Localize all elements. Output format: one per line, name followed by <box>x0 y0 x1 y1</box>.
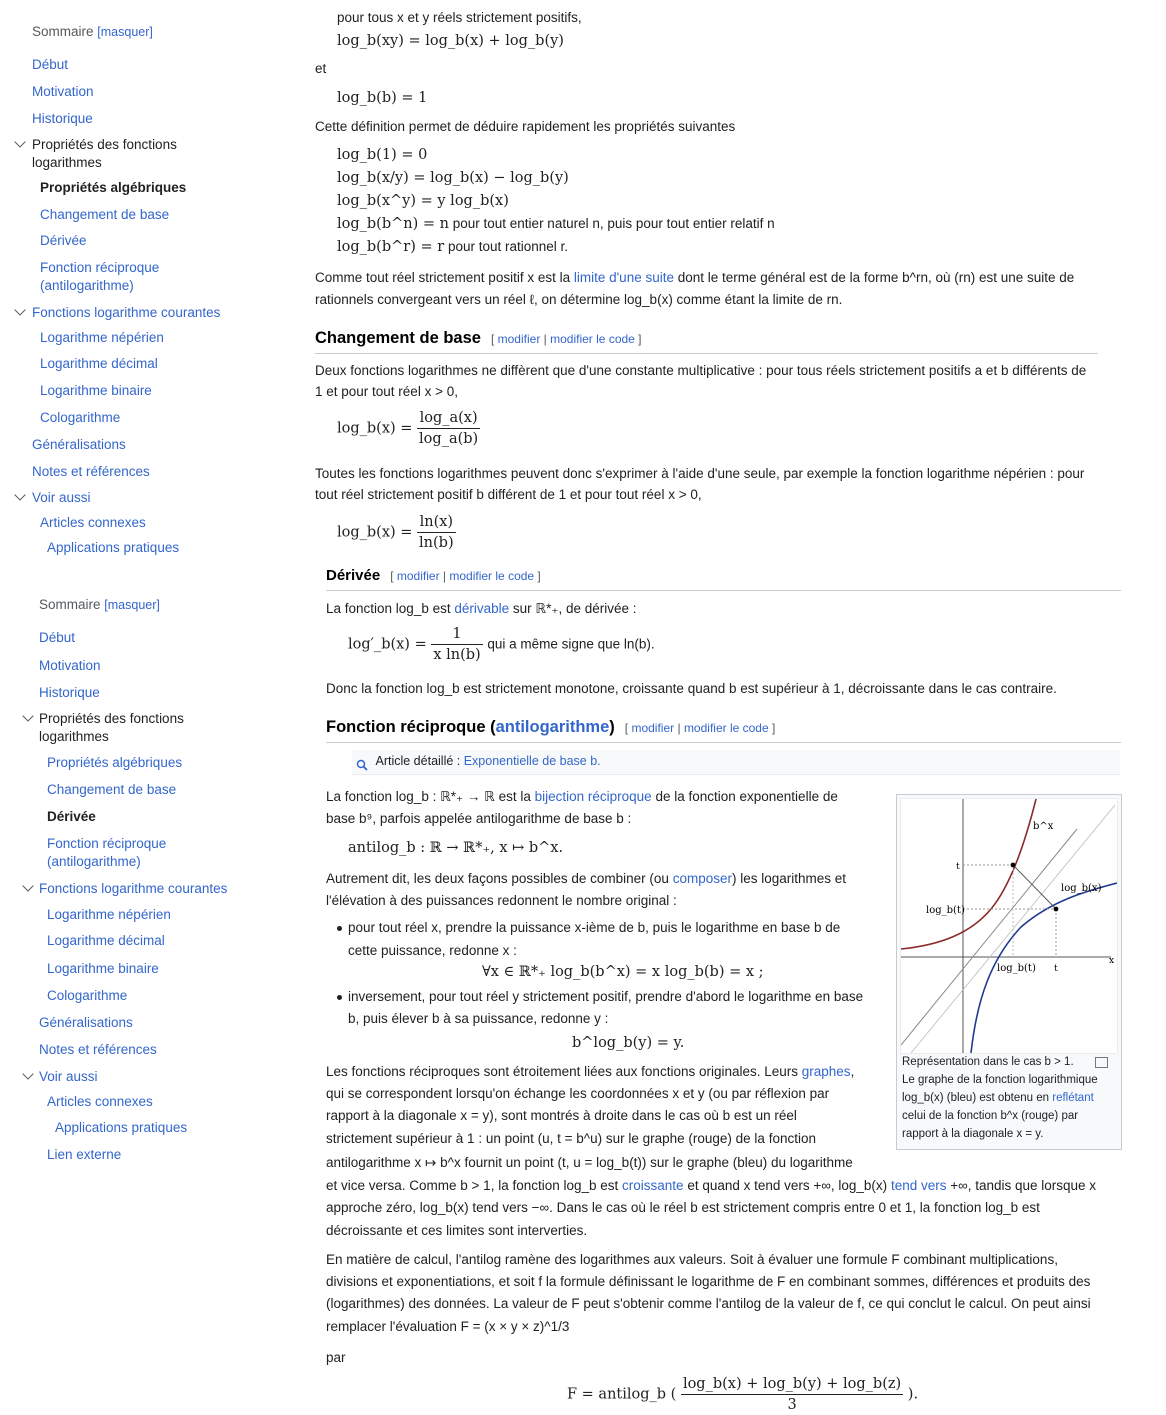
toc-item-derivee[interactable]: Dérivée <box>47 809 96 824</box>
eq-lhs: log′_b(x) = <box>348 636 427 653</box>
chevron-down-icon[interactable] <box>22 710 33 721</box>
heading-underline <box>326 742 1121 743</box>
paragraph-graph-line8: décroissante et ces limites sont interverties. <box>326 1223 588 1238</box>
heading-derivee <box>326 566 541 586</box>
denominator: log_a(b) <box>419 431 479 447</box>
property-4 <box>337 214 775 234</box>
label-t-x: t <box>1054 964 1058 974</box>
link-croissante[interactable]: croissante <box>622 1178 684 1193</box>
toc-item-fonction-reciproque[interactable]: Fonction réciproque <box>40 260 160 275</box>
figure-thumbnail <box>896 794 1122 1150</box>
bracket: [ <box>624 721 632 735</box>
text: dont le terme général est de la forme b^rn, où (rn) est une suite de <box>673 270 1075 285</box>
point-red <box>1011 863 1016 868</box>
toc-item-articles-connexes[interactable]: Articles connexes <box>47 1094 153 1109</box>
toc-item-binaire[interactable]: Logarithme binaire <box>40 383 152 398</box>
toc-item-fonctions-courantes[interactable]: Fonctions logarithme courantes <box>39 881 228 896</box>
paragraph-graph-line6 <box>326 1176 1096 1196</box>
bracket: ] <box>768 721 776 735</box>
bracket: ] <box>634 332 642 346</box>
label-logbx: log_b(x) <box>1061 883 1102 894</box>
bracket: [ <box>490 332 498 346</box>
eq-tail: qui a même signe que ln(b). <box>487 636 655 652</box>
link-limite-suite[interactable]: limite d'une suite <box>573 270 674 285</box>
text-par: par <box>326 1350 346 1365</box>
paragraph-monotone: Donc la fonction log_b est strictement monotone, croissante quand b est supérieur à 1, décroissante dans le cas contraire. <box>326 681 1057 696</box>
heading-underline <box>315 353 1098 354</box>
toc-item-voir-aussi[interactable]: Voir aussi <box>32 490 91 505</box>
list-item-1-line1: pour tout réel x, prendre la puissance x-ième de b, puis le logarithme en base b de <box>348 920 841 935</box>
eq-lhs: F = antilog_b ( <box>567 1386 677 1403</box>
text: Autrement dit, les deux façons possibles de combiner (ou <box>326 871 673 886</box>
toc-item-changement-base[interactable]: Changement de base <box>47 782 177 797</box>
toc-hide-link[interactable]: [masquer] <box>97 25 153 39</box>
edit-link[interactable]: modifier <box>396 569 440 583</box>
toc-title <box>32 23 153 41</box>
edit-links <box>390 569 541 583</box>
link-derivable[interactable]: dérivable <box>454 601 510 616</box>
property-2 <box>337 168 569 188</box>
numerator: ln(x) <box>417 512 456 533</box>
heading-underline <box>326 590 1121 591</box>
equation-log-base: log_b(b) = 1 <box>337 90 428 106</box>
paragraph-all-line1: Toutes les fonctions logarithmes peuvent donc s'exprimer à l'aide d'une seule, par exemple la fonction logarithme népérien : pour <box>315 466 1085 481</box>
point-blue <box>1054 907 1059 912</box>
caption-line-5: rapport à la diagonale x = y. <box>902 1128 1044 1140</box>
edit-source-link[interactable]: modifier le code <box>550 332 635 346</box>
property-5 <box>337 237 568 257</box>
paragraph-graph-line1 <box>326 1062 854 1082</box>
equation-list-2: b^log_b(y) = y. <box>572 1035 685 1051</box>
toc-item-generalisations[interactable]: Généralisations <box>39 1015 133 1030</box>
property-tail: pour tout entier naturel n, puis pour tout entier relatif n <box>452 216 775 231</box>
link-exponentielle-base-b[interactable]: Exponentielle de base b. <box>463 754 601 768</box>
toc-item-notes[interactable]: Notes et références <box>32 464 150 479</box>
heading-text: ) <box>609 718 615 736</box>
paragraph-limit-line1 <box>315 268 1074 288</box>
equation-change-base <box>337 408 480 449</box>
paragraph-other-line2: l'élévation à des puissances redonnent le nombre original : <box>326 893 677 908</box>
text: sur ℝ*₊, de dérivée : <box>509 601 637 616</box>
hatnote-label: Article détaillé : <box>375 754 464 768</box>
label-x: x <box>1109 956 1115 966</box>
caption-line-4: celui de la fonction b^x (rouge) par <box>902 1110 1079 1122</box>
toc-item-proprietes-algebriques[interactable]: Propriétés algébriques <box>40 180 187 195</box>
eq-rhs: ). <box>907 1386 919 1403</box>
denominator: ln(b) <box>419 535 454 551</box>
toc-item-fonction-reciproque-line2[interactable]: (antilogarithme) <box>47 854 141 869</box>
text-et: et <box>315 61 327 76</box>
caption-line-2: Le graphe de la fonction logarithmique <box>902 1074 1098 1086</box>
paragraph-deduce: Cette définition permet de déduire rapidement les propriétés suivantes <box>315 119 736 134</box>
text: , <box>850 1064 855 1079</box>
property-eq: log_b(b^n) = n <box>337 216 449 232</box>
toc-item-debut[interactable]: Début <box>32 57 69 72</box>
paragraph-graph-line5: antilogarithme x ↦ b^x fournit un point (t, u = log_b(t)) sur le graphe (bleu) du logarithme <box>326 1155 853 1170</box>
link-tend-vers[interactable]: tend vers <box>890 1178 947 1193</box>
link-antilogarithme[interactable]: antilogarithme <box>495 718 610 736</box>
paragraph-bijection-line2: base b⁹, parfois appelée antilogarithme de base b : <box>326 811 632 826</box>
property-eq: log_b(1) = 0 <box>337 147 428 163</box>
toc-title-text: Sommaire <box>32 24 94 39</box>
numerator: log_a(x) <box>417 408 480 429</box>
diagonal-line <box>901 829 1077 1045</box>
paragraph-calc-line3: (logarithmes) des données. La valeur de F peut s'obtenir comme l'antilog de la valeur de f, ce qui conclut le calcul. On peut ainsi <box>326 1296 1091 1311</box>
exp-curve <box>901 799 1036 949</box>
paragraph-calc-line2: divisions et exponentiations, et soit f la formule définissant le logarithme de F en combinant sommes, différences et produits des <box>326 1274 1091 1289</box>
separator: | <box>540 332 551 346</box>
heading-text: Dérivée <box>326 567 381 584</box>
toc-title <box>39 596 160 614</box>
log-exp-graph <box>900 798 1118 1054</box>
label-t-axis: t <box>956 862 960 872</box>
toc-hide-link[interactable]: [masquer] <box>104 598 160 612</box>
label-bx: b^x <box>1033 821 1054 832</box>
toc-item-decimal[interactable]: Logarithme décimal <box>47 933 165 948</box>
paragraph-change-line1: Deux fonctions logarithmes ne diffèrent que d'une constante multiplicative : pour tous réels strictement positifs a et b différents de <box>315 363 1087 378</box>
text: et vice versa. Comme b > 1, la fonction log_b est <box>326 1178 623 1193</box>
hatnote-article-detaille <box>352 750 1120 775</box>
numerator: 1 <box>431 624 482 645</box>
list-item-2-line1: inversement, pour tout réel y strictement positif, prendre d'abord le logarithme en base <box>348 989 864 1004</box>
label-logbt-y: log_b(t) <box>926 905 965 916</box>
list-bullet <box>337 995 342 1000</box>
toc-item-motivation[interactable]: Motivation <box>32 84 94 99</box>
caption-text: log_b(x) (bleu) est obtenu en <box>902 1092 1053 1104</box>
toc-item-binaire[interactable]: Logarithme binaire <box>47 961 159 976</box>
numerator: log_b(x) + log_b(y) + log_b(z) <box>681 1374 903 1395</box>
figure-caption <box>902 1053 1116 1143</box>
toc-item-voir-aussi[interactable]: Voir aussi <box>39 1069 98 1084</box>
toc-item-cologarithme[interactable]: Cologarithme <box>47 988 128 1003</box>
toc-item-lien-externe[interactable]: Lien externe <box>47 1147 122 1162</box>
edit-links <box>625 721 776 735</box>
equation-derivative <box>348 624 655 665</box>
separator: | <box>439 569 450 583</box>
paragraph-change-line2: 1 et pour tout réel x > 0, <box>315 384 458 399</box>
paragraph-calc-line1: En matière de calcul, l'antilog ramène des logarithmes aux valeurs. Soit à évaluer une formule F combinant multiplications, <box>326 1252 1058 1267</box>
text: et quand x tend vers +∞, log_b(x) <box>683 1178 891 1193</box>
toc-item-motivation[interactable]: Motivation <box>39 658 101 673</box>
link-graphes[interactable]: graphes <box>801 1064 851 1079</box>
text: Comme tout réel strictement positif x est la <box>315 270 574 285</box>
toc-item-proprietes-algebriques[interactable]: Propriétés algébriques <box>47 755 183 770</box>
heading-fonction-reciproque <box>326 717 775 738</box>
caption-line-1 <box>902 1053 1116 1071</box>
text: La fonction log_b : ℝ*₊ → ℝ est la <box>326 789 535 804</box>
text: +∞, tandis que lorsque x <box>946 1178 1097 1193</box>
list-item-1-line2: cette puissance, redonne x : <box>348 943 517 958</box>
toc-item-proprietes[interactable]: Propriétés des fonctions <box>32 137 177 152</box>
text: de la fonction exponentielle de <box>651 789 838 804</box>
heading-text: Fonction réciproque ( <box>326 718 496 736</box>
label-logbt-x: log_b(t) <box>997 963 1036 974</box>
fraction <box>431 624 482 665</box>
toc-item-decimal[interactable]: Logarithme décimal <box>40 356 158 371</box>
eq-lhs: log_b(x) = <box>337 420 413 437</box>
edit-link[interactable]: modifier <box>631 721 675 735</box>
toc-item-generalisations[interactable]: Généralisations <box>32 437 126 452</box>
list-item-2-line2: b, puis élever b à sa puissance, redonne y : <box>348 1011 609 1026</box>
toc-item-debut[interactable]: Début <box>39 630 76 645</box>
link-composer[interactable]: composer <box>672 871 732 886</box>
paragraph-limit-line2: rationnels convergeant vers un réel ℓ, on détermine log_b(x) comme étant la limite de rn. <box>315 292 843 307</box>
property-eq: log_b(x/y) = log_b(x) − log_b(y) <box>337 170 569 186</box>
edit-link[interactable]: modifier <box>497 332 541 346</box>
toc-item-proprietes-line2[interactable]: logarithmes <box>32 155 102 170</box>
property-tail: pour tout rationnel r. <box>447 239 569 254</box>
paragraph-calc-line4: remplacer l'évaluation F = (x × y × z)^1/3 <box>326 1319 570 1334</box>
toc-item-cologarithme[interactable]: Cologarithme <box>40 410 121 425</box>
paragraph-other-line1 <box>326 869 846 889</box>
chevron-down-icon[interactable] <box>14 304 25 315</box>
toc-item-fonction-reciproque-line2[interactable]: (antilogarithme) <box>40 278 134 293</box>
text: ) les logarithmes et <box>731 871 847 886</box>
toc-item-fonctions-courantes[interactable]: Fonctions logarithme courantes <box>32 305 221 320</box>
toc-item-notes[interactable]: Notes et références <box>39 1042 157 1057</box>
chevron-down-icon[interactable] <box>22 880 33 891</box>
list-bullet <box>337 926 342 931</box>
denominator: 3 <box>787 1397 797 1413</box>
toc-item-applications[interactable]: Applications pratiques <box>47 540 180 555</box>
toc-item-fonction-reciproque[interactable]: Fonction réciproque <box>47 836 167 851</box>
property-eq: log_b(b^r) = r <box>337 239 445 255</box>
text: Les fonctions réciproques sont étroitement liées aux fonctions originales. Leurs <box>326 1064 802 1079</box>
paragraph-bijection-line1 <box>326 787 838 807</box>
toc-item-neperien[interactable]: Logarithme népérien <box>47 907 171 922</box>
heading-text: Changement de base <box>315 329 481 347</box>
edit-source-link[interactable]: modifier le code <box>683 721 769 735</box>
bracket: ] <box>534 569 541 583</box>
toc-item-applications[interactable]: Applications pratiques <box>55 1120 188 1135</box>
paragraph-all-line2: tout réel strictement positif b différent de 1 et pour tout réel x > 0, <box>315 487 702 502</box>
equation-antilog: antilog_b : ℝ → ℝ*₊, x ↦ b^x. <box>348 840 564 856</box>
link-refletant[interactable]: reflétant <box>1052 1092 1094 1104</box>
paragraph-graph-line4: strictement supérieur à 1 : un point (u, t = b^u) sur le graphe (rouge) de la fonction <box>326 1131 816 1146</box>
toc-item-proprietes[interactable]: Propriétés des fonctions <box>39 711 184 726</box>
chevron-down-icon[interactable] <box>14 489 25 500</box>
caption-text: Représentation dans le cas b > 1. <box>902 1056 1074 1068</box>
toc-item-neperien[interactable]: Logarithme népérien <box>40 330 164 345</box>
link-bijection-reciproque[interactable]: bijection réciproque <box>534 789 652 804</box>
paragraph-graph-line3: rapport à la diagonale x = y), sont montrés à droite dans le cas où b est un réel <box>326 1108 797 1123</box>
paragraph-graph-line7: approche zéro, log_b(x) tend vers −∞. Dans le cas où le réel b est strictement compris entre 0 et 1, la fonction log_b est <box>326 1200 1040 1215</box>
fraction <box>681 1374 903 1415</box>
property-3 <box>337 191 509 211</box>
equation-ln <box>337 512 456 553</box>
equation-final <box>567 1374 918 1415</box>
toc-item-historique[interactable]: Historique <box>32 111 93 126</box>
denominator: x ln(b) <box>433 647 481 663</box>
property-1 <box>337 145 427 165</box>
chevron-down-icon[interactable] <box>22 1068 33 1079</box>
fraction <box>417 408 480 449</box>
paragraph-for-all: pour tous x et y réels strictement positifs, <box>337 10 582 25</box>
property-eq: log_b(x^y) = y log_b(x) <box>337 193 509 209</box>
paragraph-derivable <box>326 599 637 619</box>
toc-item-proprietes-line2[interactable]: logarithmes <box>39 729 109 744</box>
bracket: [ <box>390 569 397 583</box>
separator: | <box>674 721 684 735</box>
toc-title-text: Sommaire <box>39 597 101 612</box>
text: La fonction log_b est <box>326 601 455 616</box>
chevron-down-icon[interactable] <box>14 136 25 147</box>
toc-item-articles-connexes[interactable]: Articles connexes <box>40 515 146 530</box>
paragraph-graph-line2: qui se correspondent lorsqu'on échange les coordonnées x et y (ou par réflexion par <box>326 1086 830 1101</box>
fraction <box>417 512 456 553</box>
equation-list-1: ∀x ∈ ℝ*₊ log_b(b^x) = x log_b(b) = x ; <box>482 964 764 980</box>
heading-changement-base <box>315 328 642 349</box>
toc-item-changement-base[interactable]: Changement de base <box>40 207 170 222</box>
toc-item-derivee[interactable]: Dérivée <box>40 233 87 248</box>
caption-line-3 <box>902 1089 1116 1107</box>
equation-log-product: log_b(xy) = log_b(x) + log_b(y) <box>337 33 564 49</box>
toc-item-historique[interactable]: Historique <box>39 685 100 700</box>
edit-links <box>491 332 642 346</box>
eq-lhs: log_b(x) = <box>337 524 413 541</box>
magnifier-icon <box>356 756 368 768</box>
enlarge-icon[interactable] <box>1095 1057 1108 1068</box>
edit-source-link[interactable]: modifier le code <box>449 569 535 583</box>
